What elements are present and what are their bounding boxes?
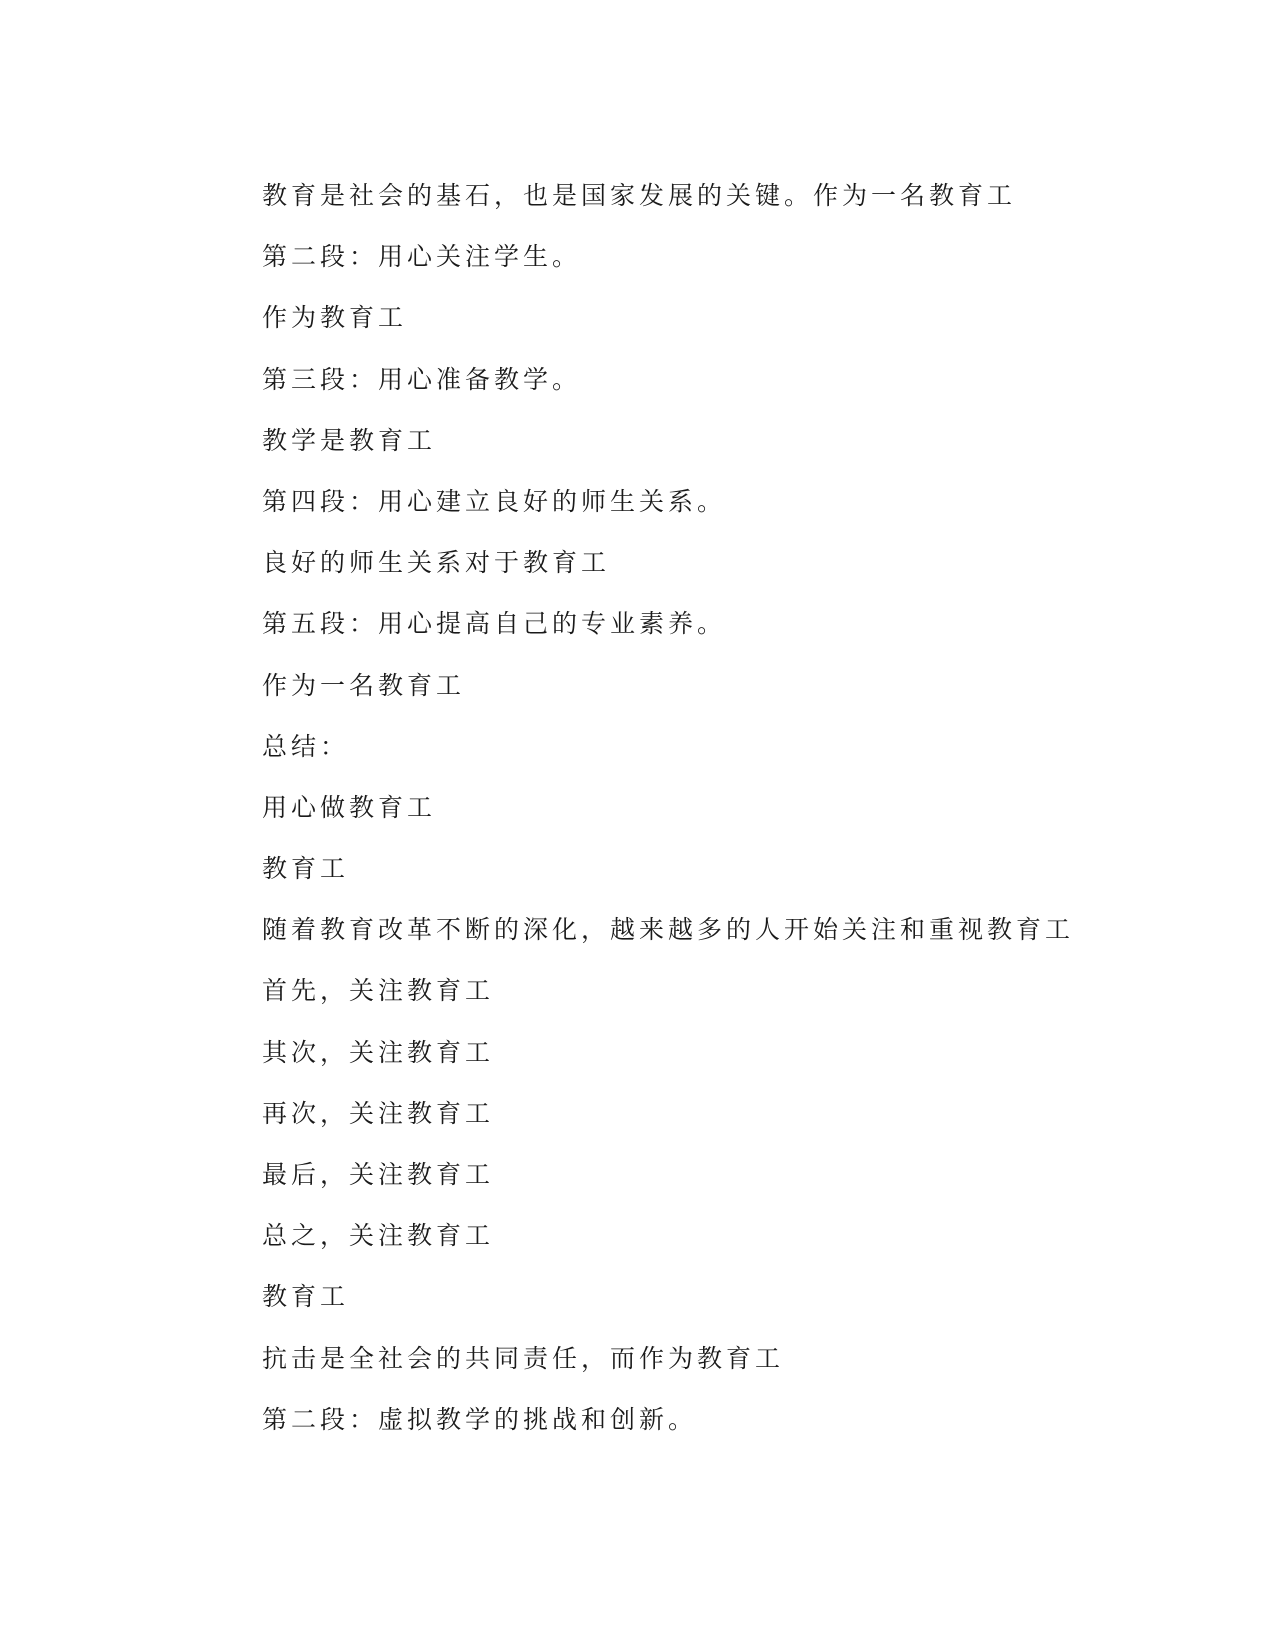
text-line: 其次，关注教育工: [262, 1037, 495, 1067]
section-heading: 第三段：用心准备教学。: [262, 364, 582, 394]
text-line: 用心做教育工: [262, 792, 437, 822]
section-heading: 第二段：用心关注学生。: [262, 242, 582, 272]
text-line: 首先，关注教育工: [262, 976, 495, 1006]
document-body: [262, 165, 1082, 1450]
text-line: 总之，关注教育工: [262, 1221, 495, 1251]
section-heading: 第二段：虚拟教学的挑战和创新。: [262, 1404, 698, 1434]
text-line: 随着教育改革不断的深化，越来越多的人开始关注和重视教育工: [262, 915, 1075, 945]
text-line: 教育工: [262, 1282, 350, 1312]
text-line: 作为一名教育工: [262, 670, 466, 700]
section-heading: 总结：: [262, 731, 350, 761]
text-line: 再次，关注教育工: [262, 1098, 495, 1128]
section-heading: 第四段：用心建立良好的师生关系。: [262, 486, 727, 516]
text-line: 教育是社会的基石，也是国家发展的关键。作为一名教育工: [262, 181, 1017, 210]
text-line: 教育工: [262, 854, 350, 884]
text-line: 作为教育工: [262, 303, 408, 333]
text-line: 抗击是全社会的共同责任，而作为教育工: [262, 1343, 785, 1373]
text-line: 教学是教育工: [262, 425, 437, 455]
text-line: 最后，关注教育工: [262, 1160, 495, 1189]
text-line: 良好的师生关系对于教育工: [262, 548, 611, 578]
section-heading: 第五段：用心提高自己的专业素养。: [262, 609, 727, 639]
